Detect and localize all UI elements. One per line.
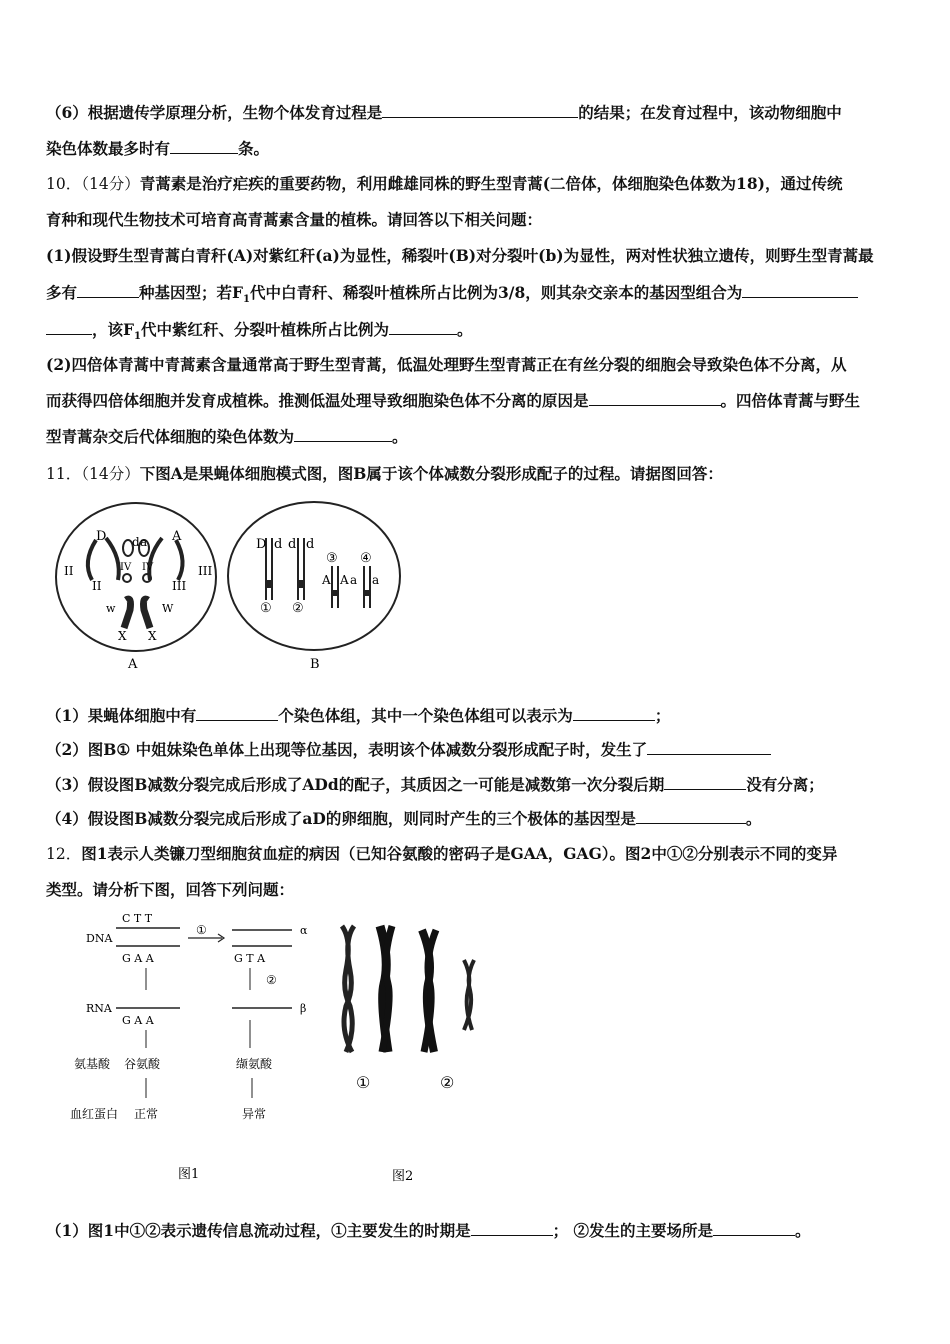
figure-b-meiosis-cell	[226, 500, 408, 675]
chromosome-label: IV	[120, 562, 132, 573]
text: 而获得四倍体细胞并发育成植株。推测低温处理导致细胞染色体不分离的原因是	[46, 391, 589, 410]
q10-part2-line2	[46, 391, 908, 411]
text: 染色体数最多时有	[46, 139, 171, 158]
text: (1)假设野生型青蒿白青秆(A)对紫红秆(a)为显性，稀裂叶(B)对分裂叶(b)为显性，两对性状独立遗传，则野生型青蒿最	[46, 246, 874, 265]
answer-blank[interactable]	[46, 320, 92, 335]
text: (2)四倍体青蒿中青蒿素含量通常高于野生型青蒿，低温处理野生型青蒿正在有丝分裂的细胞会导致染色体不分离，从	[46, 355, 847, 374]
strand-label: α	[300, 924, 308, 937]
q10-part2-line3	[46, 427, 908, 447]
answer-blank[interactable]	[77, 283, 139, 298]
amino-acid-normal: 谷氨酸	[124, 1057, 161, 1071]
figure-2-chromosome-variation	[330, 920, 500, 1190]
text: （3）假设图B减数分裂完成后形成了ADd的配子，其质因之一可能是减数第一次分裂后期	[46, 775, 665, 794]
q12-intro-line1	[46, 844, 908, 864]
gene-label: D	[256, 537, 267, 552]
answer-blank[interactable]	[389, 320, 457, 335]
answer-blank[interactable]	[573, 706, 655, 721]
q11-intro	[46, 464, 908, 484]
gene-label: d	[274, 537, 283, 552]
text: 个染色体组，其中一个染色体组可以表示为	[278, 706, 573, 725]
text: 下图A是果蝇体细胞模式图，图B属于该个体减数分裂形成配子的过程。请据图回答：	[139, 464, 723, 483]
answer-blank[interactable]	[294, 427, 392, 442]
text: 。	[392, 427, 408, 446]
answer-blank[interactable]	[589, 391, 721, 406]
text: （1）果蝇体细胞中有	[46, 706, 197, 725]
chromosome-label: III	[172, 579, 187, 593]
text: 。四倍体青蒿与野生	[720, 391, 861, 410]
text: ，该F	[92, 320, 135, 339]
text: 。	[794, 1221, 811, 1240]
question-number: 11．（14分）	[46, 465, 140, 483]
strand-label: β	[300, 1002, 307, 1015]
dna-sequence: G A A	[122, 952, 154, 965]
q10-intro-line1	[46, 174, 908, 194]
chromosome-label: II	[92, 579, 102, 593]
text: 青蒿素是治疗疟疾的重要药物，利用雌雄同株的野生型青蒿(二倍体，体细胞染色体数为18)，通过传统	[139, 174, 843, 193]
chromosome-label: X	[148, 629, 157, 643]
figure-label: B	[310, 657, 320, 672]
q11-part1	[46, 706, 908, 726]
q10-intro-line2	[46, 210, 908, 230]
chromosome-marker: ④	[360, 551, 372, 566]
chromosome-label: III	[198, 564, 213, 578]
q9-part6-line1	[46, 103, 908, 123]
question-number: 10．（14分）	[46, 175, 140, 193]
hemoglobin-abnormal: 异常	[242, 1107, 267, 1121]
q10-part1-line3	[46, 320, 908, 347]
q10-part2-line1	[46, 355, 908, 375]
chromosome-marker: ③	[326, 551, 338, 566]
gene-label: W	[162, 602, 174, 615]
gene-label: d	[132, 535, 140, 549]
gene-label: w	[106, 602, 116, 615]
text: ； ②发生的主要场所是	[552, 1221, 713, 1240]
figure-caption: 图1	[178, 1167, 200, 1182]
amino-acid-mutant: 缬氨酸	[236, 1057, 273, 1071]
q11-part2	[46, 740, 908, 760]
q11-part3	[46, 775, 908, 795]
answer-blank[interactable]	[664, 775, 746, 790]
step-marker: ②	[266, 973, 277, 987]
text: 种基因型；若F	[139, 283, 244, 302]
answer-blank[interactable]	[471, 1221, 553, 1236]
text: 的结果；在发育过程中，该动物细胞中	[578, 103, 842, 122]
answer-blank[interactable]	[742, 283, 858, 298]
answer-blank[interactable]	[636, 809, 746, 824]
chromosome-marker: ①	[260, 601, 272, 616]
figure-a-fly-cell	[52, 500, 222, 675]
q9-part6-line2	[46, 139, 908, 159]
text: 。	[745, 809, 762, 828]
step-marker: ①	[196, 923, 207, 937]
text: 图1表示人类镰刀型细胞贫血症的病因（已知谷氨酸的密码子是GAA，GAG）。图2中①②分别表示不同的变异	[81, 844, 838, 863]
hemoglobin-label: 血红蛋白	[70, 1107, 119, 1121]
gene-label: A	[172, 529, 182, 544]
dna-sequence: C T T	[122, 912, 153, 925]
gene-label: d	[306, 537, 315, 552]
gene-label: A	[322, 573, 331, 587]
gene-label: d	[288, 537, 297, 552]
q10-part1-line2	[46, 283, 908, 310]
variant-marker: ①	[356, 1073, 371, 1092]
answer-blank[interactable]	[713, 1221, 795, 1236]
gene-label: A	[340, 573, 349, 587]
dna-sequence: G T A	[234, 952, 266, 965]
amino-acid-label: 氨基酸	[74, 1057, 111, 1071]
q10-part1-line1	[46, 246, 908, 266]
text: （1）图1中①②表示遗传信息流动过程，①主要发生的时期是	[46, 1221, 471, 1240]
rna-sequence: G A A	[122, 1014, 154, 1027]
chromosome-marker: ②	[292, 601, 304, 616]
answer-blank[interactable]	[382, 103, 578, 118]
q12-intro-line2	[46, 880, 908, 900]
gene-label: a	[372, 573, 380, 587]
dna-label: DNA	[86, 932, 113, 945]
subscript: 1	[134, 331, 141, 343]
chromosome-label: X	[118, 629, 127, 643]
answer-blank[interactable]	[647, 740, 771, 755]
q12-part1	[46, 1221, 908, 1241]
gene-label: a	[140, 535, 148, 549]
text: 育种和现代生物技术可培育高青蒿素含量的植株。请回答以下相关问题：	[46, 210, 543, 229]
q11-part4	[46, 809, 908, 829]
gene-label: a	[350, 573, 358, 587]
hemoglobin-normal: 正常	[134, 1107, 159, 1121]
text: （4）假设图B减数分裂完成后形成了aD的卵细胞，则同时产生的三个极体的基因型是	[46, 809, 636, 828]
text: 代中紫红秆、分裂叶植株所占比例为	[140, 320, 389, 339]
answer-blank[interactable]	[196, 706, 278, 721]
chromosome-label: IV	[142, 562, 154, 573]
gene-label: D	[96, 529, 107, 544]
figure-label: A	[128, 657, 138, 672]
text: 代中白青秆、稀裂叶植株所占比例为3/8，则其杂交亲本的基因型组合为	[250, 283, 743, 302]
figure-caption: 图2	[392, 1169, 414, 1184]
text: ；	[654, 706, 671, 725]
rna-label: RNA	[86, 1002, 112, 1015]
text: 没有分离；	[746, 775, 824, 794]
answer-blank[interactable]	[170, 139, 238, 154]
question-number: 12．	[46, 845, 82, 863]
subscript: 1	[243, 294, 250, 306]
variant-marker: ②	[440, 1073, 455, 1092]
text: 型青蒿杂交后代体细胞的染色体数为	[46, 427, 295, 446]
text: 。	[457, 320, 473, 339]
text: 多有	[46, 283, 78, 302]
text: 类型。请分析下图，回答下列问题：	[46, 880, 295, 899]
text: 条。	[238, 139, 270, 158]
text: （6）根据遗传学原理分析，生物个体发育过程是	[46, 103, 383, 122]
text: （2）图B① 中姐妹染色单体上出现等位基因，表明该个体减数分裂形成配子时，发生了	[46, 740, 648, 759]
figure-1-sickle-cell	[66, 906, 326, 1186]
chromosome-label: II	[64, 564, 74, 578]
